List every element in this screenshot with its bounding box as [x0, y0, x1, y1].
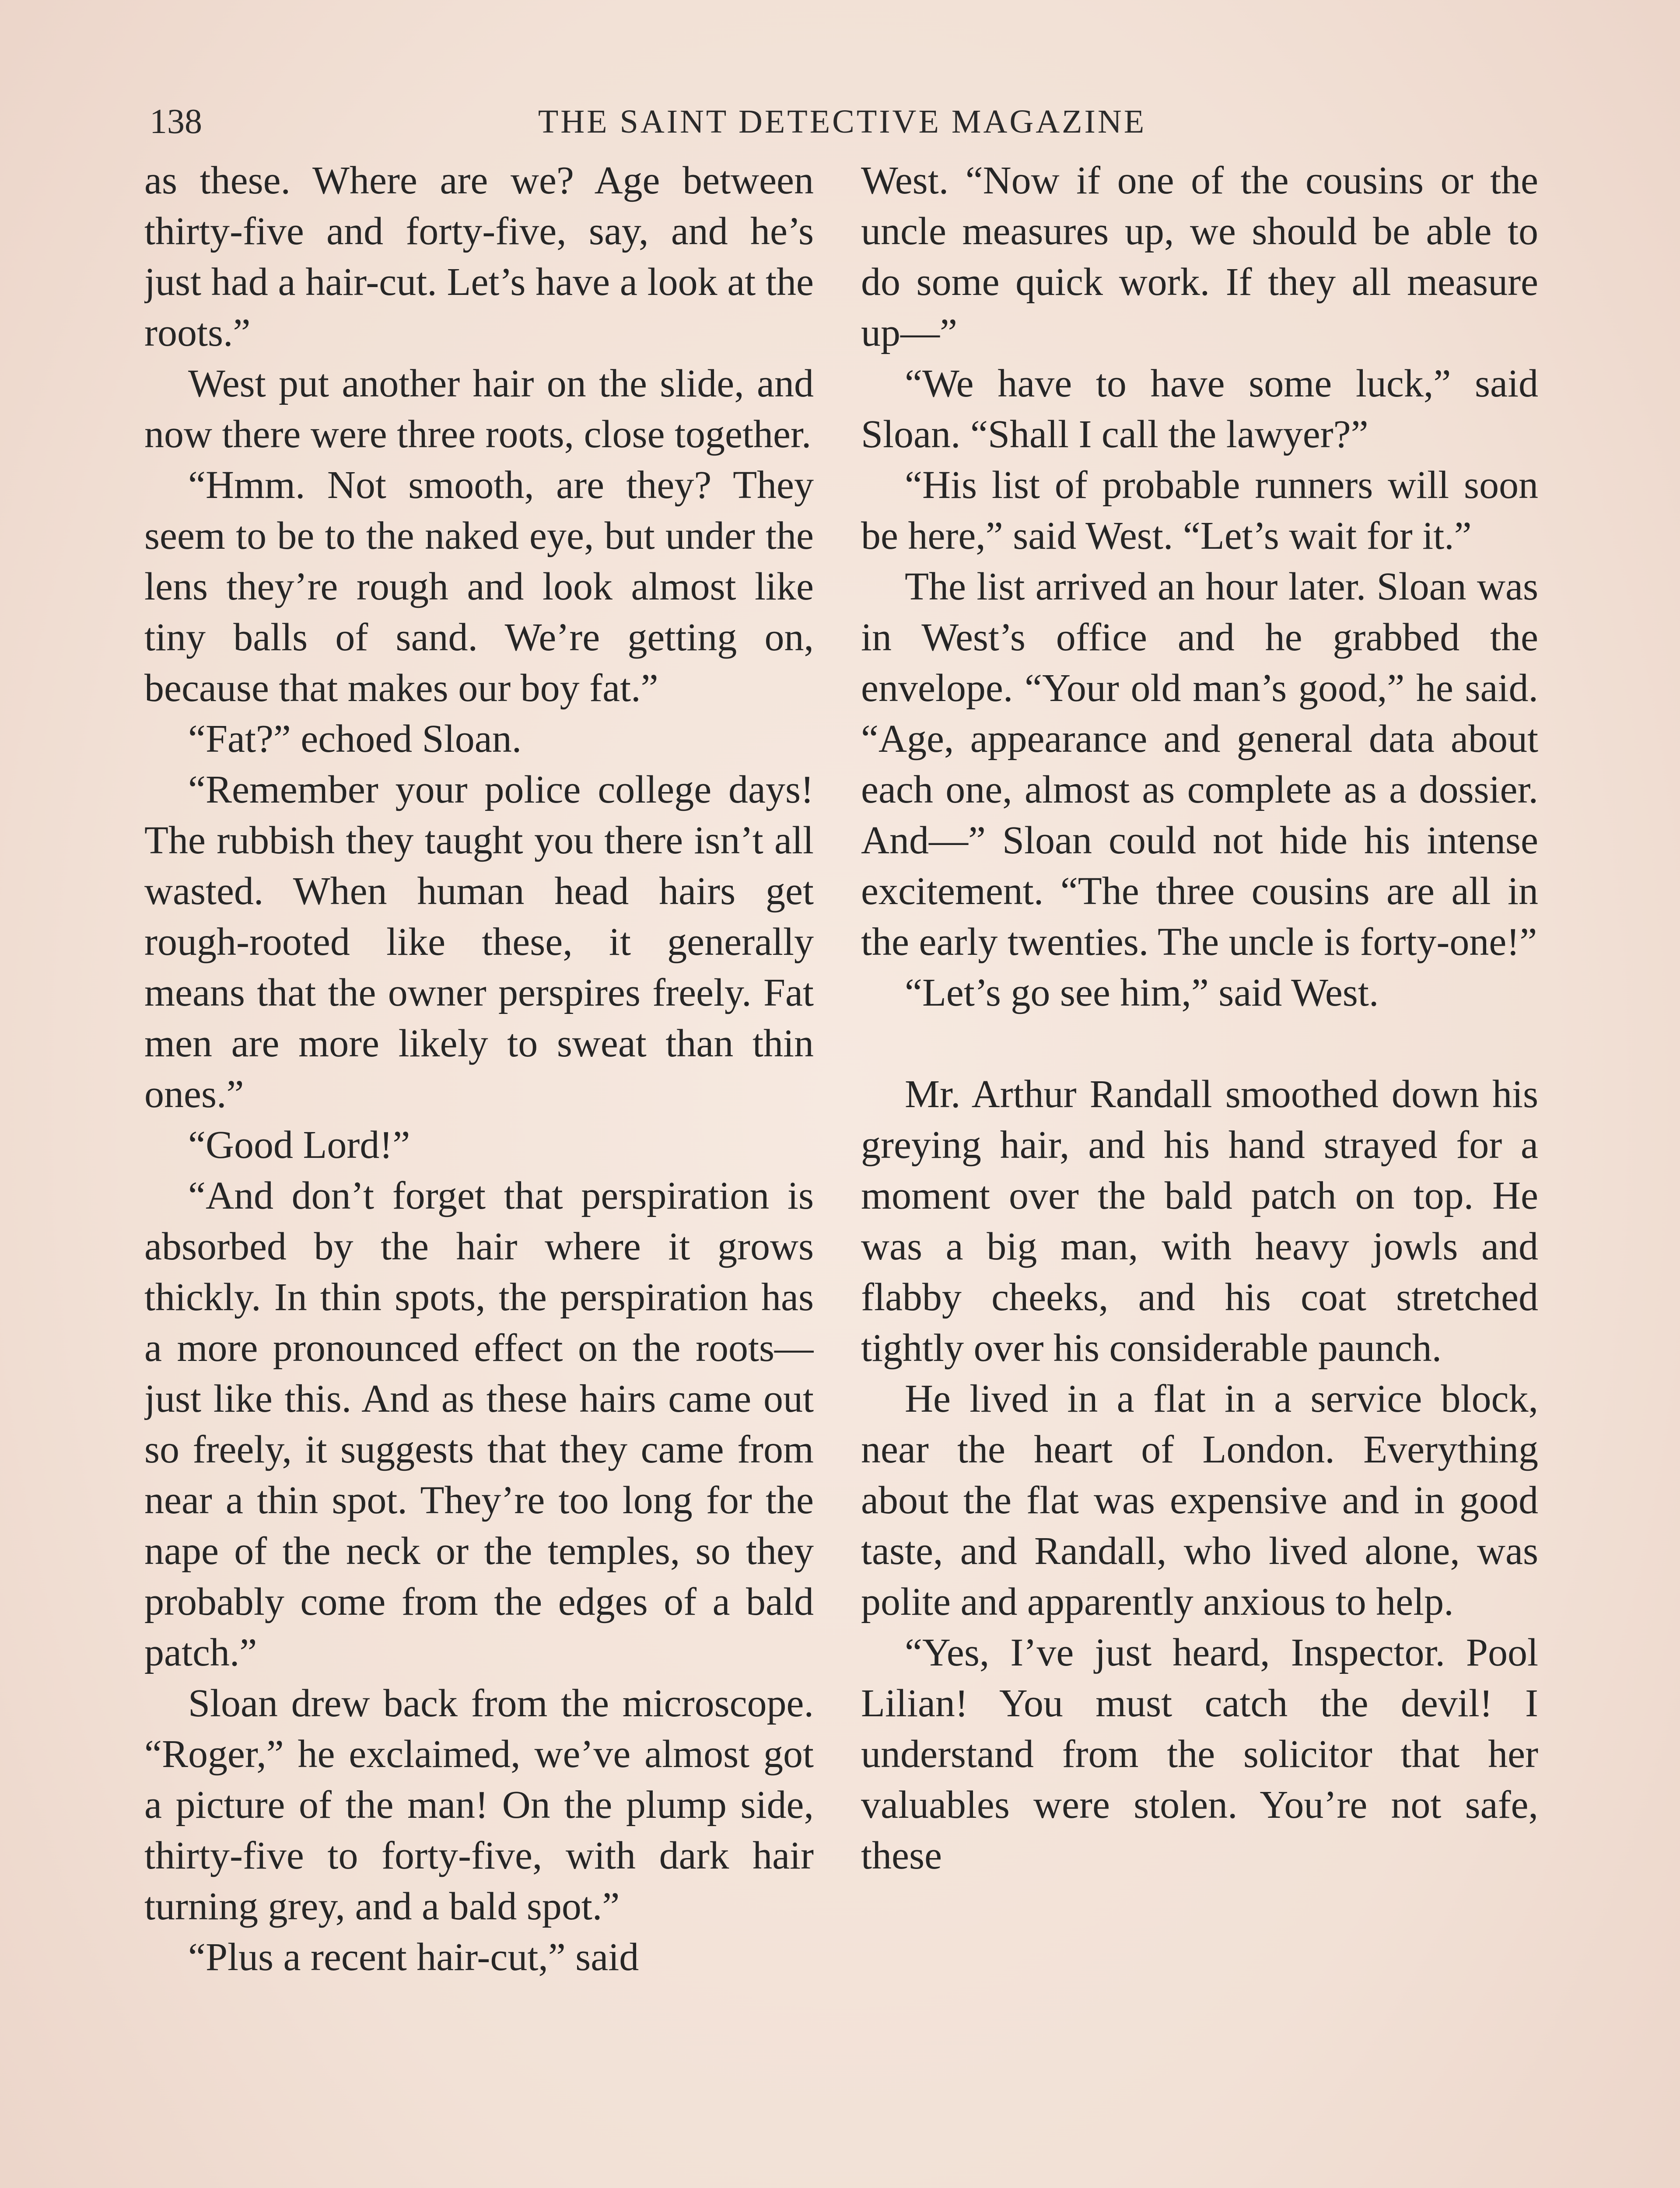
- paragraph: “Yes, I’ve just heard, Inspector. Pool Lilian! You must catch the devil! I understand from the solicitor that her valuables were stolen. You’re not safe, these: [861, 1631, 1538, 1877]
- paragraph: “And don’t forget that perspiration is absorbed by the hair where it grows thickly. In thin spots, the perspiration has a more pronounced effect on the roots—just like this. And as these hairs came out so freely, it suggests that they came from near a thin spot. They’re too long for the nape of the neck or the temples, so they probably come from the edges of a bald patch.”: [144, 1174, 814, 1674]
- paragraph: Sloan drew back from the microscope. “Roger,” he exclaimed, we’ve almost got a picture of the man! On the plump side, thirty-five to forty-five, with dark hair turning grey, and a bald spot.”: [144, 1682, 814, 1928]
- paragraph: “Let’s go see him,” said West.: [905, 971, 1379, 1014]
- paragraph: Mr. Arthur Randall smoothed down his greying hair, and his hand strayed for a moment over the bald patch on top. He was a big man, with heavy jowls and flabby cheeks, and his coat stretched tightly over his considerable paunch.: [861, 1073, 1538, 1370]
- paragraph: “Good Lord!”: [188, 1123, 410, 1167]
- left-column: [144, 155, 814, 2188]
- paragraph: as these. Where are we? Age between thirty-five and forty-five, say, and he’s just had a hair-cut. Let’s have a look at the roots.”: [144, 159, 814, 354]
- paragraph: “We have to have some luck,” said Sloan. “Shall I call the lawyer?”: [861, 362, 1538, 456]
- paragraph: “His list of probable runners will soon be here,” said West. “Let’s wait for it.”: [861, 463, 1538, 558]
- paragraph: The list arrived an hour later. Sloan was in West’s office and he grabbed the envelope. “Your old man’s good,” he said. “Age, appearance and general data about each one, almost as complete as a dossier. And—” Sloan could not hide his intense excitement. “The three cousins are all in the early twenties. The uncle is forty-one!”: [861, 565, 1538, 964]
- page-number: 138: [150, 102, 202, 141]
- running-title: THE SAINT DETECTIVE MAGAZINE: [538, 103, 1147, 140]
- paragraph: West put another hair on the slide, and now there were three roots, close together.: [144, 362, 814, 456]
- paragraph: “Plus a recent hair-cut,” said: [188, 1936, 639, 1979]
- right-column: [861, 155, 1538, 2188]
- paragraph: “Fat?” echoed Sloan.: [188, 717, 522, 761]
- paragraph: West. “Now if one of the cousins or the uncle measures up, we should be able to do some quick work. If they all measure up—”: [861, 159, 1538, 354]
- paragraph: “Hmm. Not smooth, are they? They seem to be to the naked eye, but under the lens they’re rough and look almost like tiny balls of sand. We’re getting on, because that makes our boy fat.”: [144, 463, 814, 710]
- paragraph: He lived in a flat in a service block, near the heart of London. Everything about the flat was expensive and in good taste, and Randall, who lived alone, was polite and apparently anxious to help.: [861, 1377, 1538, 1623]
- paragraph: “Remember your police college days! The rubbish they taught you there isn’t all wasted. When human head hairs get rough-rooted like these, it generally means that the owner perspires freely. Fat men are more likely to sweat than thin ones.”: [144, 768, 814, 1116]
- page-header: [144, 100, 1540, 144]
